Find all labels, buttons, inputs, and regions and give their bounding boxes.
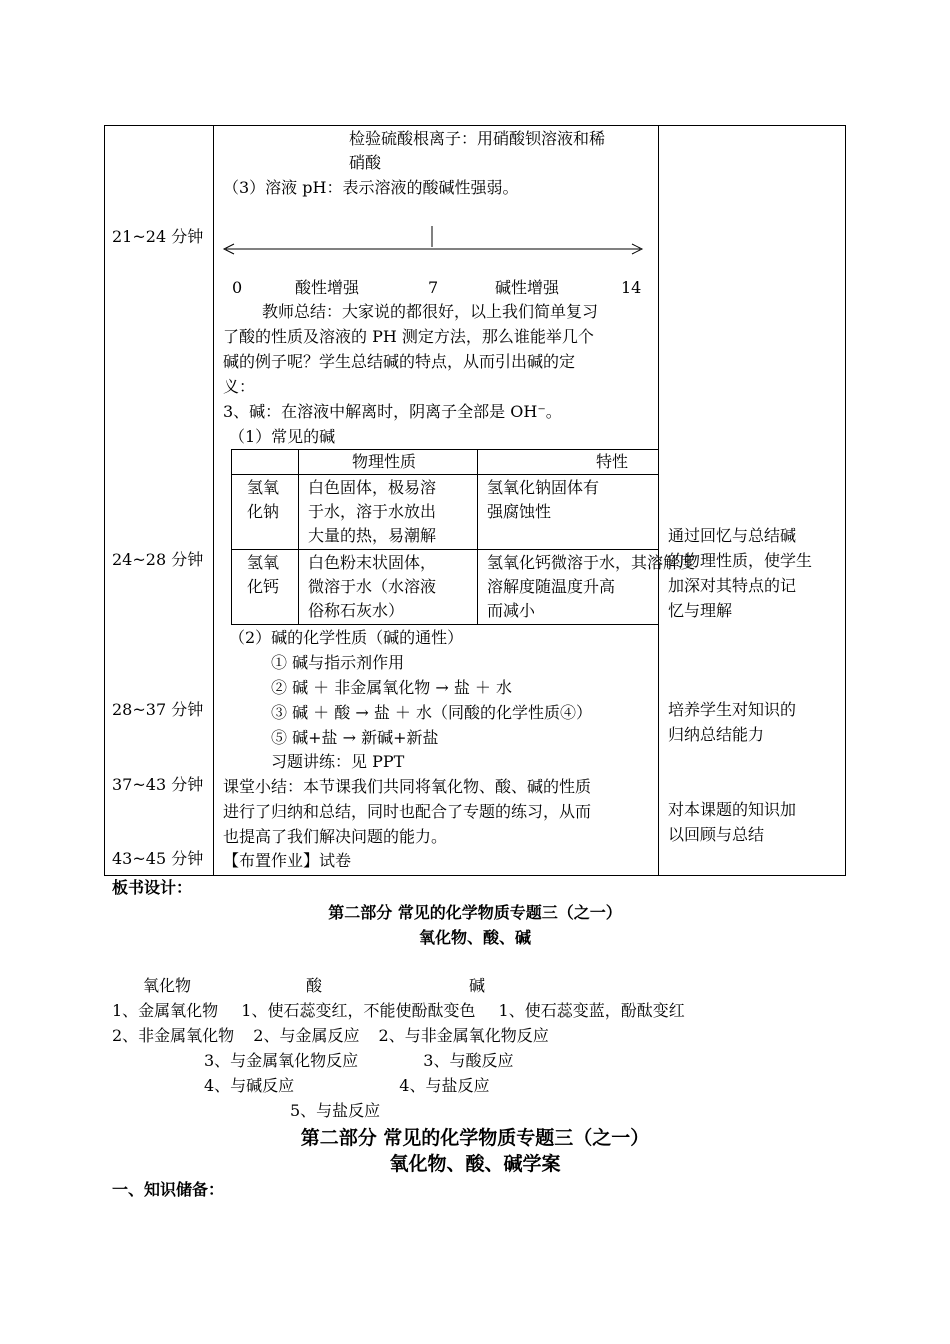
class-summary-line: 进行了归纳和总结，同时也配合了专题的练习，从而	[223, 802, 592, 821]
common-bases-heading: （1）常见的碱	[229, 427, 336, 446]
inner-table-col-1	[298, 449, 299, 625]
table-bottom-border	[104, 875, 846, 876]
time-37-43: 37~43 分钟	[112, 775, 204, 794]
time-28-37: 28~37 分钟	[112, 700, 204, 719]
note-1: 的物理性质，使学生	[668, 551, 813, 570]
sulfate-test-line-2: 硝酸	[349, 153, 382, 172]
table-header-special: 特性	[596, 452, 629, 471]
board-design-label: 板书设计：	[112, 878, 193, 897]
ph-scale-zero: 0	[232, 278, 243, 297]
naoh-physical: 白色固体，极易溶	[308, 478, 437, 497]
chem-property-item: ① 碱与指示剂作用	[271, 653, 405, 672]
board-col-base: 碱	[469, 976, 486, 995]
note-2: 归纳总结能力	[668, 725, 765, 744]
time-21-24: 21~24 分钟	[112, 227, 204, 246]
time-43-45: 43~45 分钟	[112, 849, 204, 868]
chem-property-item: ② 碱 ＋ 非金属氧化物 → 盐 ＋ 水	[271, 678, 513, 697]
table-right-border	[845, 125, 846, 876]
caoh2-name: 氢氧	[247, 553, 280, 572]
board-row-2: 2、非金属氧化物 2、与金属反应 2、与非金属氧化物反应	[112, 1026, 549, 1045]
naoh-physical: 于水，溶于水放出	[308, 502, 437, 521]
teacher-summary-line: 教师总结：大家说的都很好，以上我们简单复习	[262, 302, 599, 321]
board-col-oxide: 氧化物	[143, 976, 192, 995]
knowledge-section-heading: 一、知识储备：	[112, 1180, 225, 1199]
caoh2-physical: 白色粉末状固体，	[308, 553, 437, 572]
caoh2-special: 而减小	[487, 601, 536, 620]
naoh-name: 氢氧	[247, 478, 280, 497]
board-row-3: 3、与金属氧化物反应 3、与酸反应	[204, 1051, 514, 1070]
ph-scale-arrow	[218, 220, 648, 260]
inner-table-top	[231, 449, 659, 450]
board-row-4: 4、与碱反应 4、与盐反应	[204, 1076, 490, 1095]
board-col-acid: 酸	[306, 976, 323, 995]
ph-scale-base-label: 碱性增强	[495, 278, 560, 297]
handout-title-1: 第二部分 常见的化学物质专题三（之一）	[300, 1127, 650, 1149]
homework-line: 【布置作业】试卷	[223, 851, 352, 870]
caoh2-special: 溶解度随温度升高	[487, 577, 616, 596]
inner-table-col-2	[477, 449, 478, 625]
teacher-summary-line: 碱的例子呢？学生总结碱的特点，从而引出碱的定	[223, 352, 576, 371]
chem-properties-heading: （2）碱的化学性质（碱的通性）	[229, 628, 464, 647]
time-24-28: 24~28 分钟	[112, 550, 204, 569]
exercise-line: 习题讲练：见 PPT	[271, 752, 405, 771]
base-definition: 3、碱：在溶液中解离时，阴离子全部是 OH⁻。	[223, 402, 562, 421]
naoh-special: 氢氧化钠固体有	[487, 478, 600, 497]
sulfate-test-line: 检验硫酸根离子：用硝酸钡溶液和稀	[349, 129, 606, 148]
teacher-summary-line: 义：	[223, 377, 256, 396]
caoh2-name: 化钙	[247, 577, 280, 596]
caoh2-special: 氢氧化钙微溶于水，其溶解度	[487, 553, 696, 572]
ph-scale-acid-label: 酸性增强	[295, 278, 360, 297]
note-1: 忆与理解	[668, 601, 733, 620]
chem-property-item: ③ 碱 ＋ 酸 → 盐 ＋ 水（同酸的化学性质④）	[271, 703, 593, 722]
board-title-2: 氧化物、酸、碱	[418, 928, 531, 947]
inner-table-left	[231, 449, 232, 625]
naoh-special: 强腐蚀性	[487, 502, 552, 521]
inner-table-header-bottom	[231, 474, 659, 475]
class-summary-line: 课堂小结：本节课我们共同将氧化物、酸、碱的性质	[223, 777, 592, 796]
table-divider-1	[213, 125, 214, 876]
board-title-1: 第二部分 常见的化学物质专题三（之一）	[328, 903, 622, 922]
note-1: 加深对其特点的记	[668, 576, 797, 595]
inner-table-bottom	[231, 624, 659, 625]
board-row-5: 5、与盐反应	[290, 1101, 381, 1120]
ph-scale-fourteen: 14	[621, 278, 642, 297]
naoh-physical: 大量的热，易潮解	[308, 526, 437, 545]
table-top-border	[104, 125, 846, 126]
teacher-summary-line: 了酸的性质及溶液的 PH 测定方法，那么谁能举几个	[223, 327, 594, 346]
note-1: 通过回忆与总结碱	[668, 526, 797, 545]
ph-definition: （3）溶液 pH：表示溶液的酸碱性强弱。	[223, 178, 519, 197]
naoh-name: 化钠	[247, 502, 280, 521]
inner-table-row-divider	[231, 549, 659, 550]
table-divider-2	[658, 125, 659, 876]
note-3: 对本课题的知识加	[668, 800, 797, 819]
table-left-border	[104, 125, 105, 876]
table-header-physical: 物理性质	[352, 452, 417, 471]
caoh2-physical: 俗称石灰水）	[308, 601, 405, 620]
note-2: 培养学生对知识的	[668, 700, 797, 719]
chem-property-item: ⑤ 碱+盐 → 新碱+新盐	[271, 728, 439, 747]
class-summary-line: 也提高了我们解决问题的能力。	[223, 827, 448, 846]
ph-scale-seven: 7	[428, 278, 439, 297]
handout-title-2: 氧化物、酸、碱学案	[389, 1153, 561, 1175]
note-3: 以回顾与总结	[668, 825, 765, 844]
caoh2-physical: 微溶于水（水溶液	[308, 577, 437, 596]
board-row-1: 1、金属氧化物 1、使石蕊变红，不能使酚酞变色 1、使石蕊变蓝，酚酞变红	[112, 1001, 685, 1020]
